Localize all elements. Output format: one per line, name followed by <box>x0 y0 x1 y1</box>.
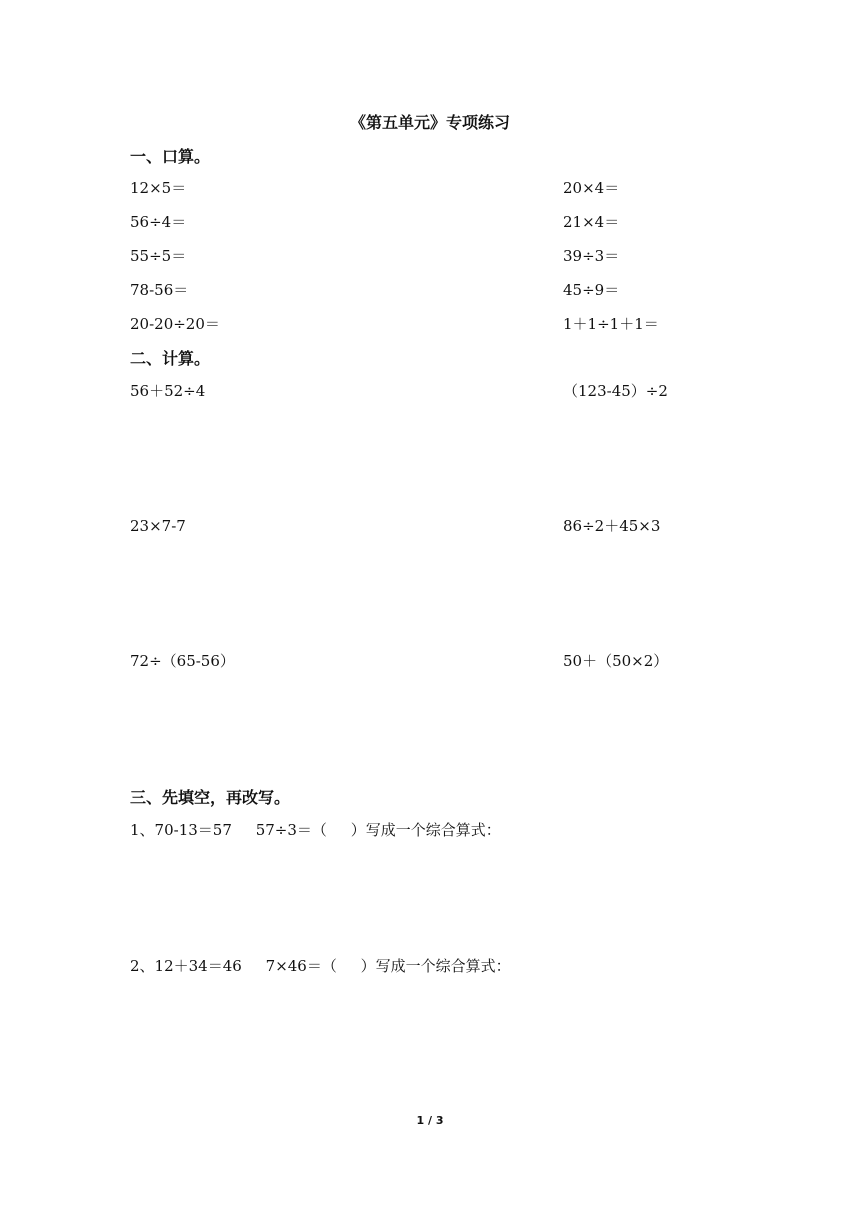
page-number: 1 / 3 <box>416 1114 444 1127</box>
section-heading-calculation: 二、计算。 <box>130 349 211 368</box>
calculation-problem: （123-45）÷2 <box>563 382 668 400</box>
calculation-problem: 50＋（50×2） <box>563 652 669 670</box>
calculation-problem: 86÷2＋45×3 <box>563 517 661 535</box>
fill-and-rewrite-problem: 2、12＋34＝46 7×46＝（ ）写成一个综合算式： <box>130 957 511 975</box>
mental-math-problem: 45÷9＝ <box>563 281 620 299</box>
mental-math-problem: 56÷4＝ <box>130 213 187 231</box>
mental-math-problem: 12×5＝ <box>130 179 187 197</box>
mental-math-problem: 55÷5＝ <box>130 247 187 265</box>
mental-math-problem: 20-20÷20＝ <box>130 315 220 333</box>
calculation-problem: 56＋52÷4 <box>130 382 206 400</box>
calculation-problem: 72÷（65-56） <box>130 652 235 670</box>
calculation-problem: 23×7-7 <box>130 517 186 535</box>
fill-and-rewrite-problem: 1、70-13＝57 57÷3＝（ ）写成一个综合算式： <box>130 821 501 839</box>
mental-math-problem: 78-56＝ <box>130 281 189 299</box>
mental-math-problem: 20×4＝ <box>563 179 620 197</box>
mental-math-problem: 1＋1÷1＋1＝ <box>563 315 659 333</box>
section-heading-mental-math: 一、口算。 <box>130 147 211 166</box>
worksheet-title: 《第五单元》专项练习 <box>349 113 510 132</box>
section-heading-fill-and-rewrite: 三、先填空，再改写。 <box>130 788 291 807</box>
mental-math-problem: 39÷3＝ <box>563 247 620 265</box>
mental-math-problem: 21×4＝ <box>563 213 620 231</box>
